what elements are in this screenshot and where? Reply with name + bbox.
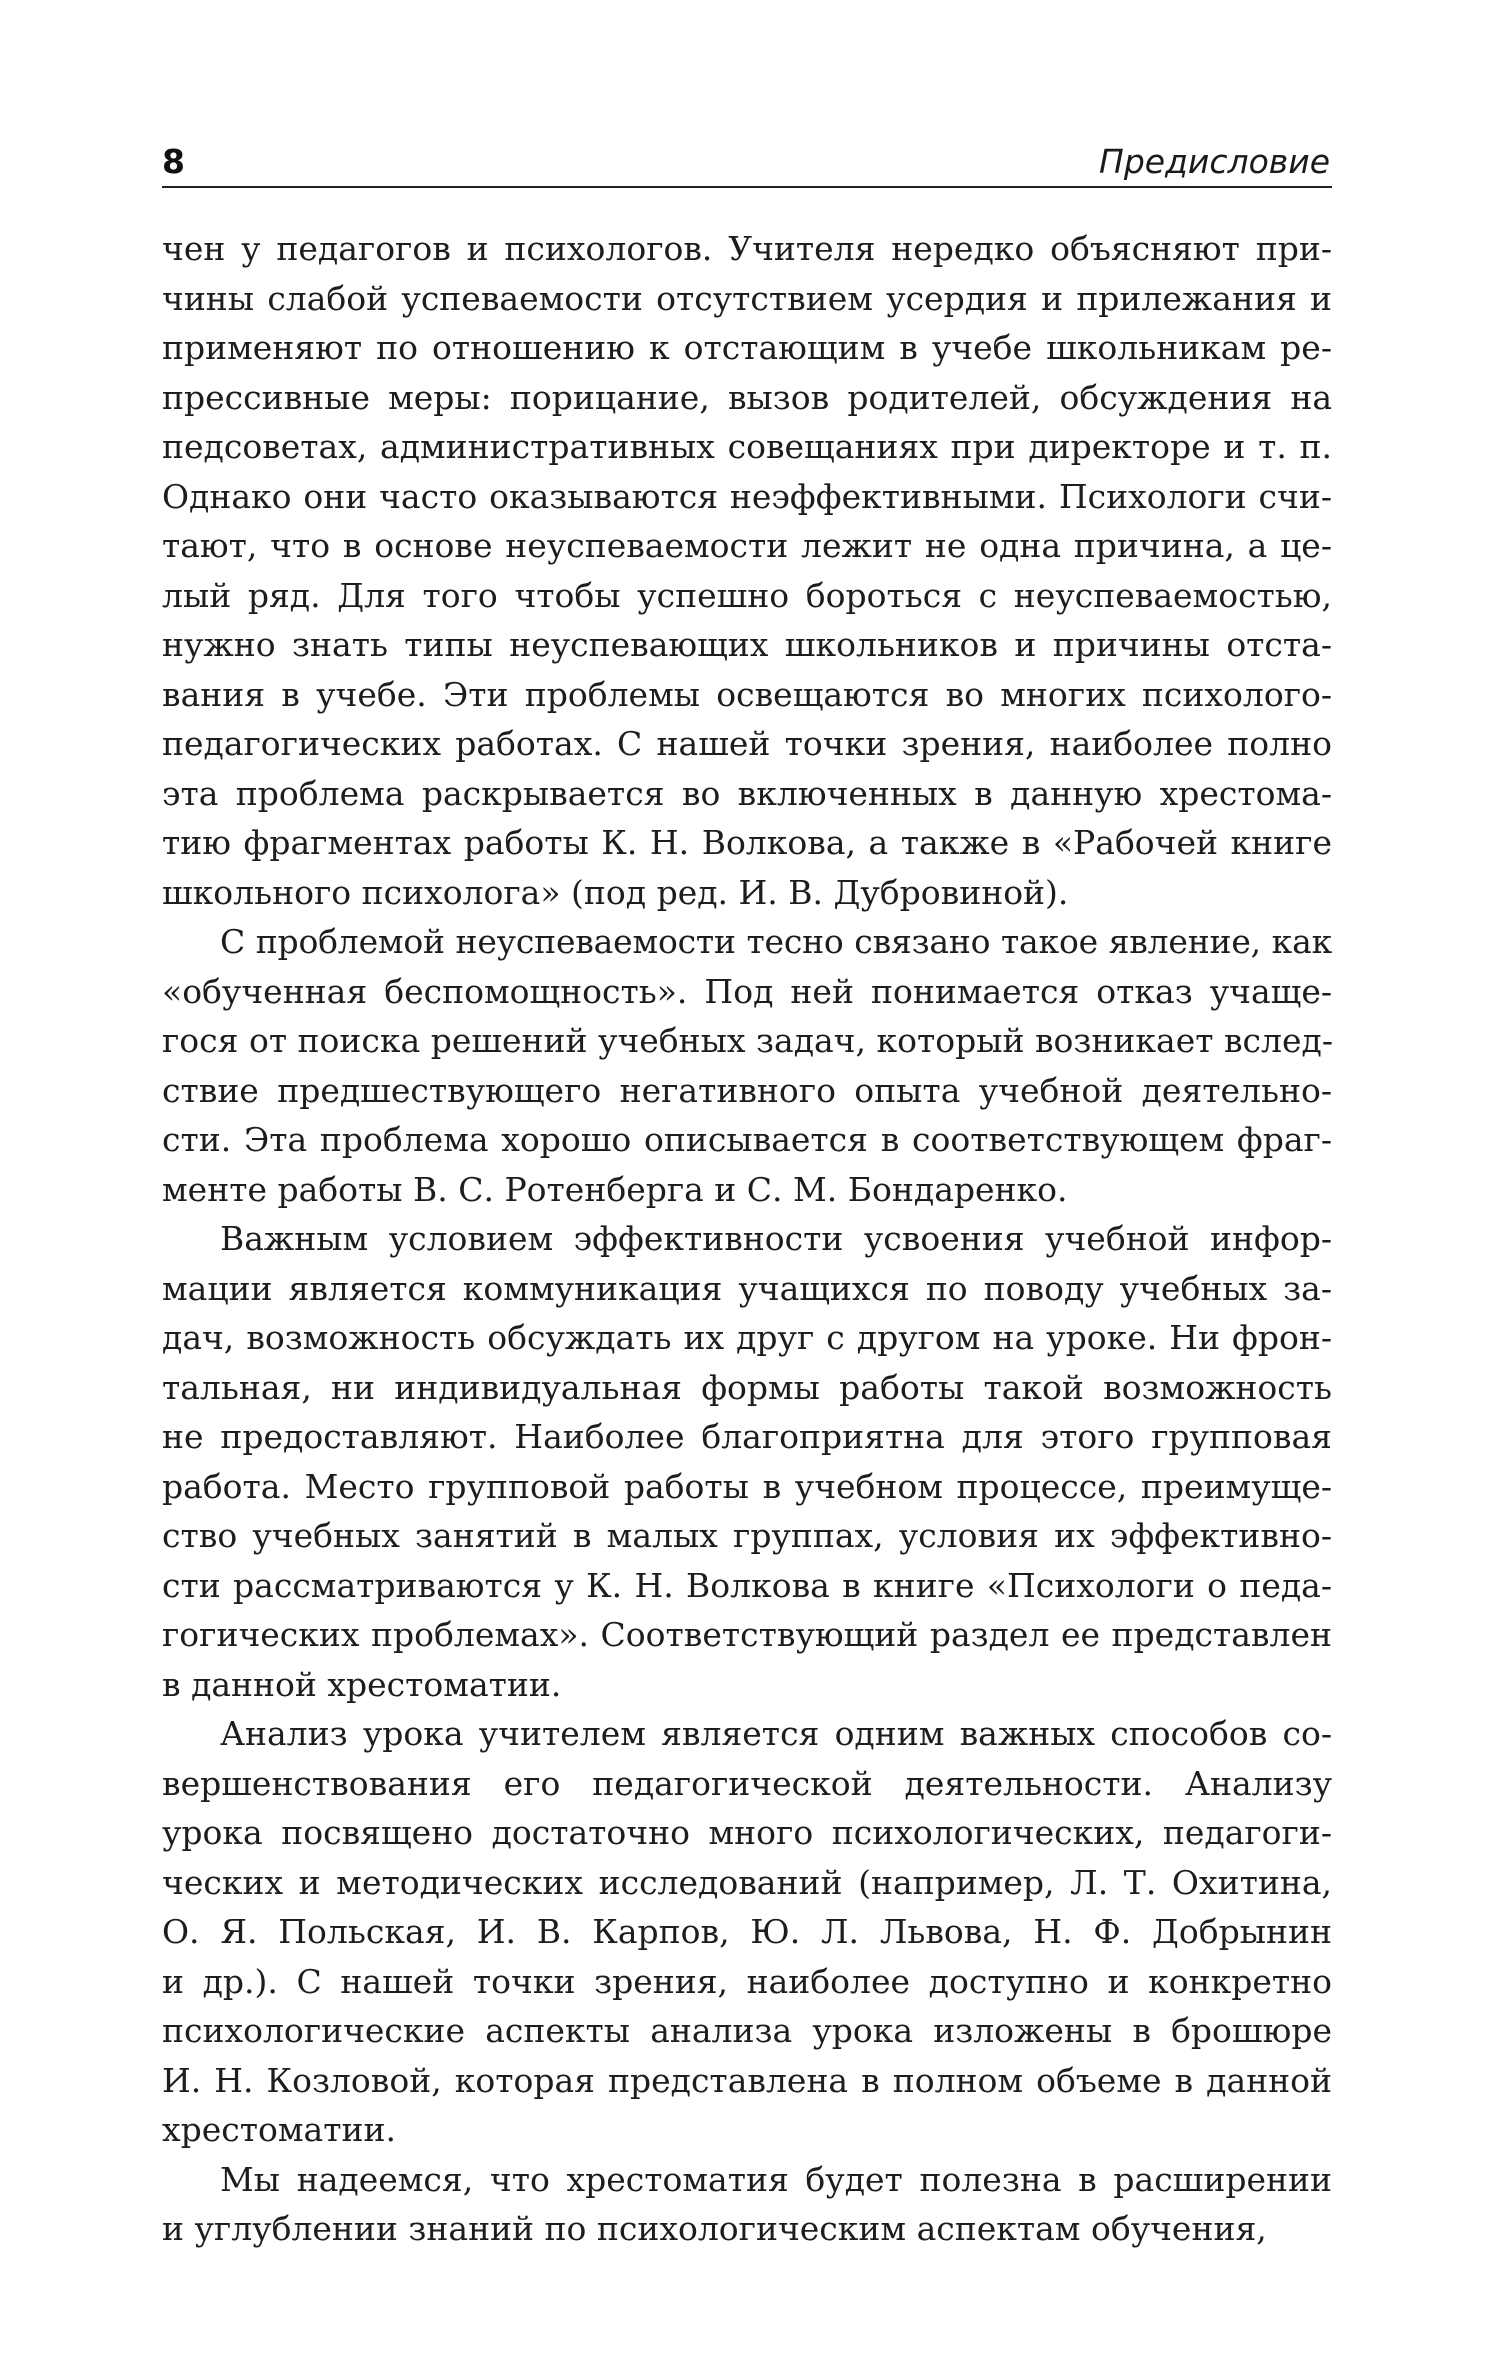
text-line: не предоставляют. Наиболее благоприятна для этого групповая <box>162 1417 1332 1456</box>
text-line: Важным условием эффективности усвоения учебной инфор- <box>220 1219 1332 1258</box>
text-line: Однако они часто оказываются неэффективными. Психологи счи- <box>162 476 1332 516</box>
text-line: ствие предшествующего негативного опыта учебной деятельно- <box>162 1070 1332 1110</box>
text-line: педсоветах, административных совещаниях при директоре и т. п. <box>162 427 1332 466</box>
text-line: лый ряд. Для того чтобы успешно бороться с неуспеваемостью, <box>162 575 1332 615</box>
text-line: прессивные меры: порицание, вызов родителей, обсуждения на <box>162 377 1332 417</box>
running-header <box>162 128 1332 188</box>
text-line: мации является коммуникация учащихся по поводу учебных за- <box>162 1268 1332 1308</box>
text-line: сти. Эта проблема хорошо описывается в соответствующем фраг- <box>162 1120 1332 1159</box>
text-line: «обученная беспомощность». Под ней понимается отказ учаще- <box>162 971 1332 1011</box>
text-line: тальная, ни индивидуальная формы работы такой возможность <box>162 1367 1332 1407</box>
text-line: работа. Место групповой работы в учебном процессе, преимуще- <box>162 1466 1332 1506</box>
text-line: школьного психолога» (под ред. И. В. Дубровиной). <box>162 872 1069 912</box>
text-line: чен у педагогов и психологов. Учителя нередко объясняют при- <box>162 229 1332 268</box>
text-line: Мы надеемся, что хрестоматия будет полезна в расширении <box>220 2159 1332 2199</box>
text-line: менте работы В. С. Ротенберга и С. М. Бондаренко. <box>162 1169 1068 1209</box>
text-line: С проблемой неуспеваемости тесно связано такое явление, как <box>220 922 1332 961</box>
text-line: гося от поиска решений учебных задач, который возникает вслед- <box>162 1021 1334 1060</box>
text-line: урока посвящено достаточно много психологических, педагоги- <box>162 1813 1332 1852</box>
paragraph <box>162 917 1332 1214</box>
text-line: вершенствования его педагогической деятельности. Анализу <box>162 1763 1332 1803</box>
text-line: хрестоматии. <box>162 2110 396 2149</box>
text-line: Анализ урока учителем является одним важных способов со- <box>220 1714 1332 1753</box>
text-line: эта проблема раскрывается во включенных в данную хрестома- <box>162 773 1332 813</box>
text-line: и др.). С нашей точки зрения, наиболее доступно и конкретно <box>162 1961 1332 2001</box>
paragraph <box>162 1709 1332 2155</box>
section-title: Предисловие <box>1099 142 1330 181</box>
paragraph <box>162 224 1332 917</box>
text-line: вания в учебе. Эти проблемы освещаются во многих психолого- <box>162 674 1332 714</box>
text-line: дач, возможность обсуждать их друг с другом на уроке. Ни фрон- <box>162 1318 1332 1357</box>
text-line: нужно знать типы неуспевающих школьников и причины отста- <box>162 625 1332 664</box>
text-line: тают, что в основе неуспеваемости лежит не одна причина, а це- <box>162 526 1332 565</box>
paragraph <box>162 1214 1332 1709</box>
text-line: тию фрагментах работы К. Н. Волкова, а также в «Рабочей книге <box>162 823 1332 862</box>
text-line: психологические аспекты анализа урока изложены в брошюре <box>162 2011 1332 2050</box>
body-text <box>162 224 1332 2254</box>
text-line: И. Н. Козловой, которая представлена в полном объеме в данной <box>162 2060 1332 2100</box>
text-line: сти рассматриваются у К. Н. Волкова в книге «Психологи о педа- <box>162 1565 1332 1605</box>
text-line: в данной хрестоматии. <box>162 1664 562 1704</box>
text-line: гогических проблемах». Соответствующий раздел ее представлен <box>162 1615 1332 1654</box>
text-line: применяют по отношению к отстающим в учебе школьникам ре- <box>162 328 1332 367</box>
text-line: и углублении знаний по психологическим аспектам обучения, <box>162 2209 1267 2248</box>
text-line: чины слабой успеваемости отсутствием усердия и прилежания и <box>162 278 1332 318</box>
text-line: О. Я. Польская, И. В. Карпов, Ю. Л. Львова, Н. Ф. Добрынин <box>162 1912 1332 1951</box>
page-number: 8 <box>162 142 185 181</box>
paragraph <box>162 2155 1332 2254</box>
text-line: педагогических работах. С нашей точки зрения, наиболее полно <box>162 724 1332 763</box>
text-line: ческих и методических исследований (например, Л. Т. Охитина, <box>162 1862 1332 1902</box>
text-line: ство учебных занятий в малых группах, условия их эффективно- <box>162 1516 1332 1555</box>
